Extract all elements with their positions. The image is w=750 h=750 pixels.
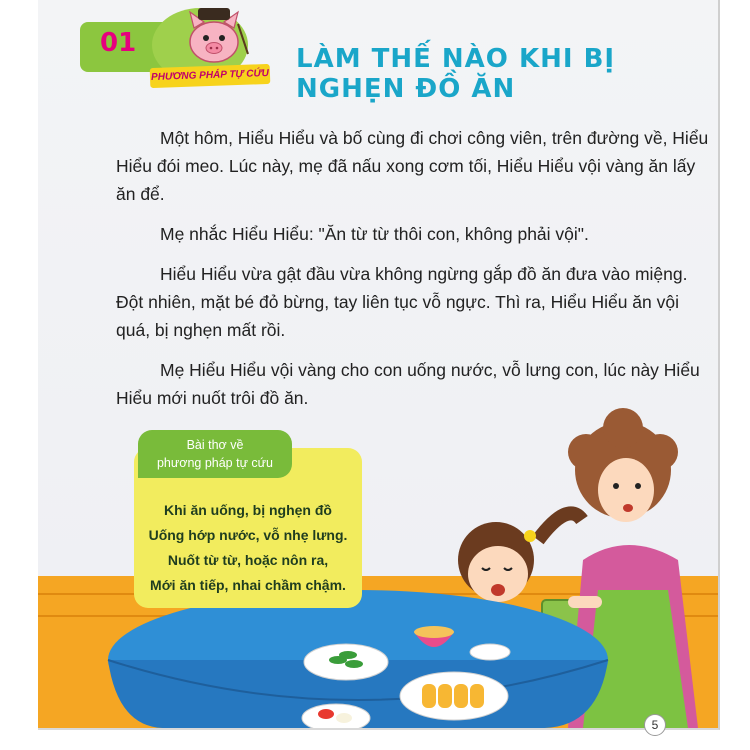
dining-table-illustration (108, 590, 608, 728)
story-paragraph: Mẹ nhắc Hiểu Hiểu: "Ăn từ từ thôi con, không phải vội". (160, 224, 589, 244)
poem-line: Khi ăn uống, bị nghẹn đồ (164, 502, 332, 518)
poem-header (138, 430, 292, 478)
book-page (38, 0, 720, 730)
dinner-scene-illustration (38, 0, 718, 728)
story-paragraph: Một hôm, Hiểu Hiểu và bố cùng đi chơi công viên, trên đường về, Hiểu Hiểu đói meo. Lúc này, mẹ đã nấu xong cơm tối, Hiểu Hiểu vội vàng ăn lấy ăn để. (116, 128, 709, 204)
section-ribbon-label: PHƯƠNG PHÁP TỰ CỨU (150, 67, 270, 84)
page-number: 5 (644, 714, 666, 736)
poem-line: Mới ăn tiếp, nhai chầm chậm. (150, 577, 346, 593)
poem-text (134, 498, 362, 598)
story-paragraph: Mẹ Hiểu Hiểu vội vàng cho con uống nước, vỗ lưng con, lúc này Hiểu Hiểu mới nuốt trôi đồ ăn. (116, 360, 700, 408)
poem-header-line: Bài thơ về (186, 438, 244, 452)
story-paragraph: Hiểu Hiểu vừa gật đầu vừa không ngừng gắp đồ ăn đưa vào miệng. Đột nhiên, mặt bé đỏ bừng, tay liên tục vỗ ngực. Thì ra, Hiểu Hiểu ăn vội quá, bị nghẹn mất rồi. (116, 264, 688, 340)
poem-line: Nuốt từ từ, hoặc nôn ra, (167, 552, 329, 568)
poem-header-line: phương pháp tự cứu (156, 456, 273, 470)
page-title: LÀM THẾ NÀO KHI BỊ NGHẸN ĐỒ ĂN (296, 44, 616, 104)
poem-line: Uống hớp nước, vỗ nhẹ lưng. (148, 527, 348, 543)
section-number: 01 (100, 28, 137, 58)
